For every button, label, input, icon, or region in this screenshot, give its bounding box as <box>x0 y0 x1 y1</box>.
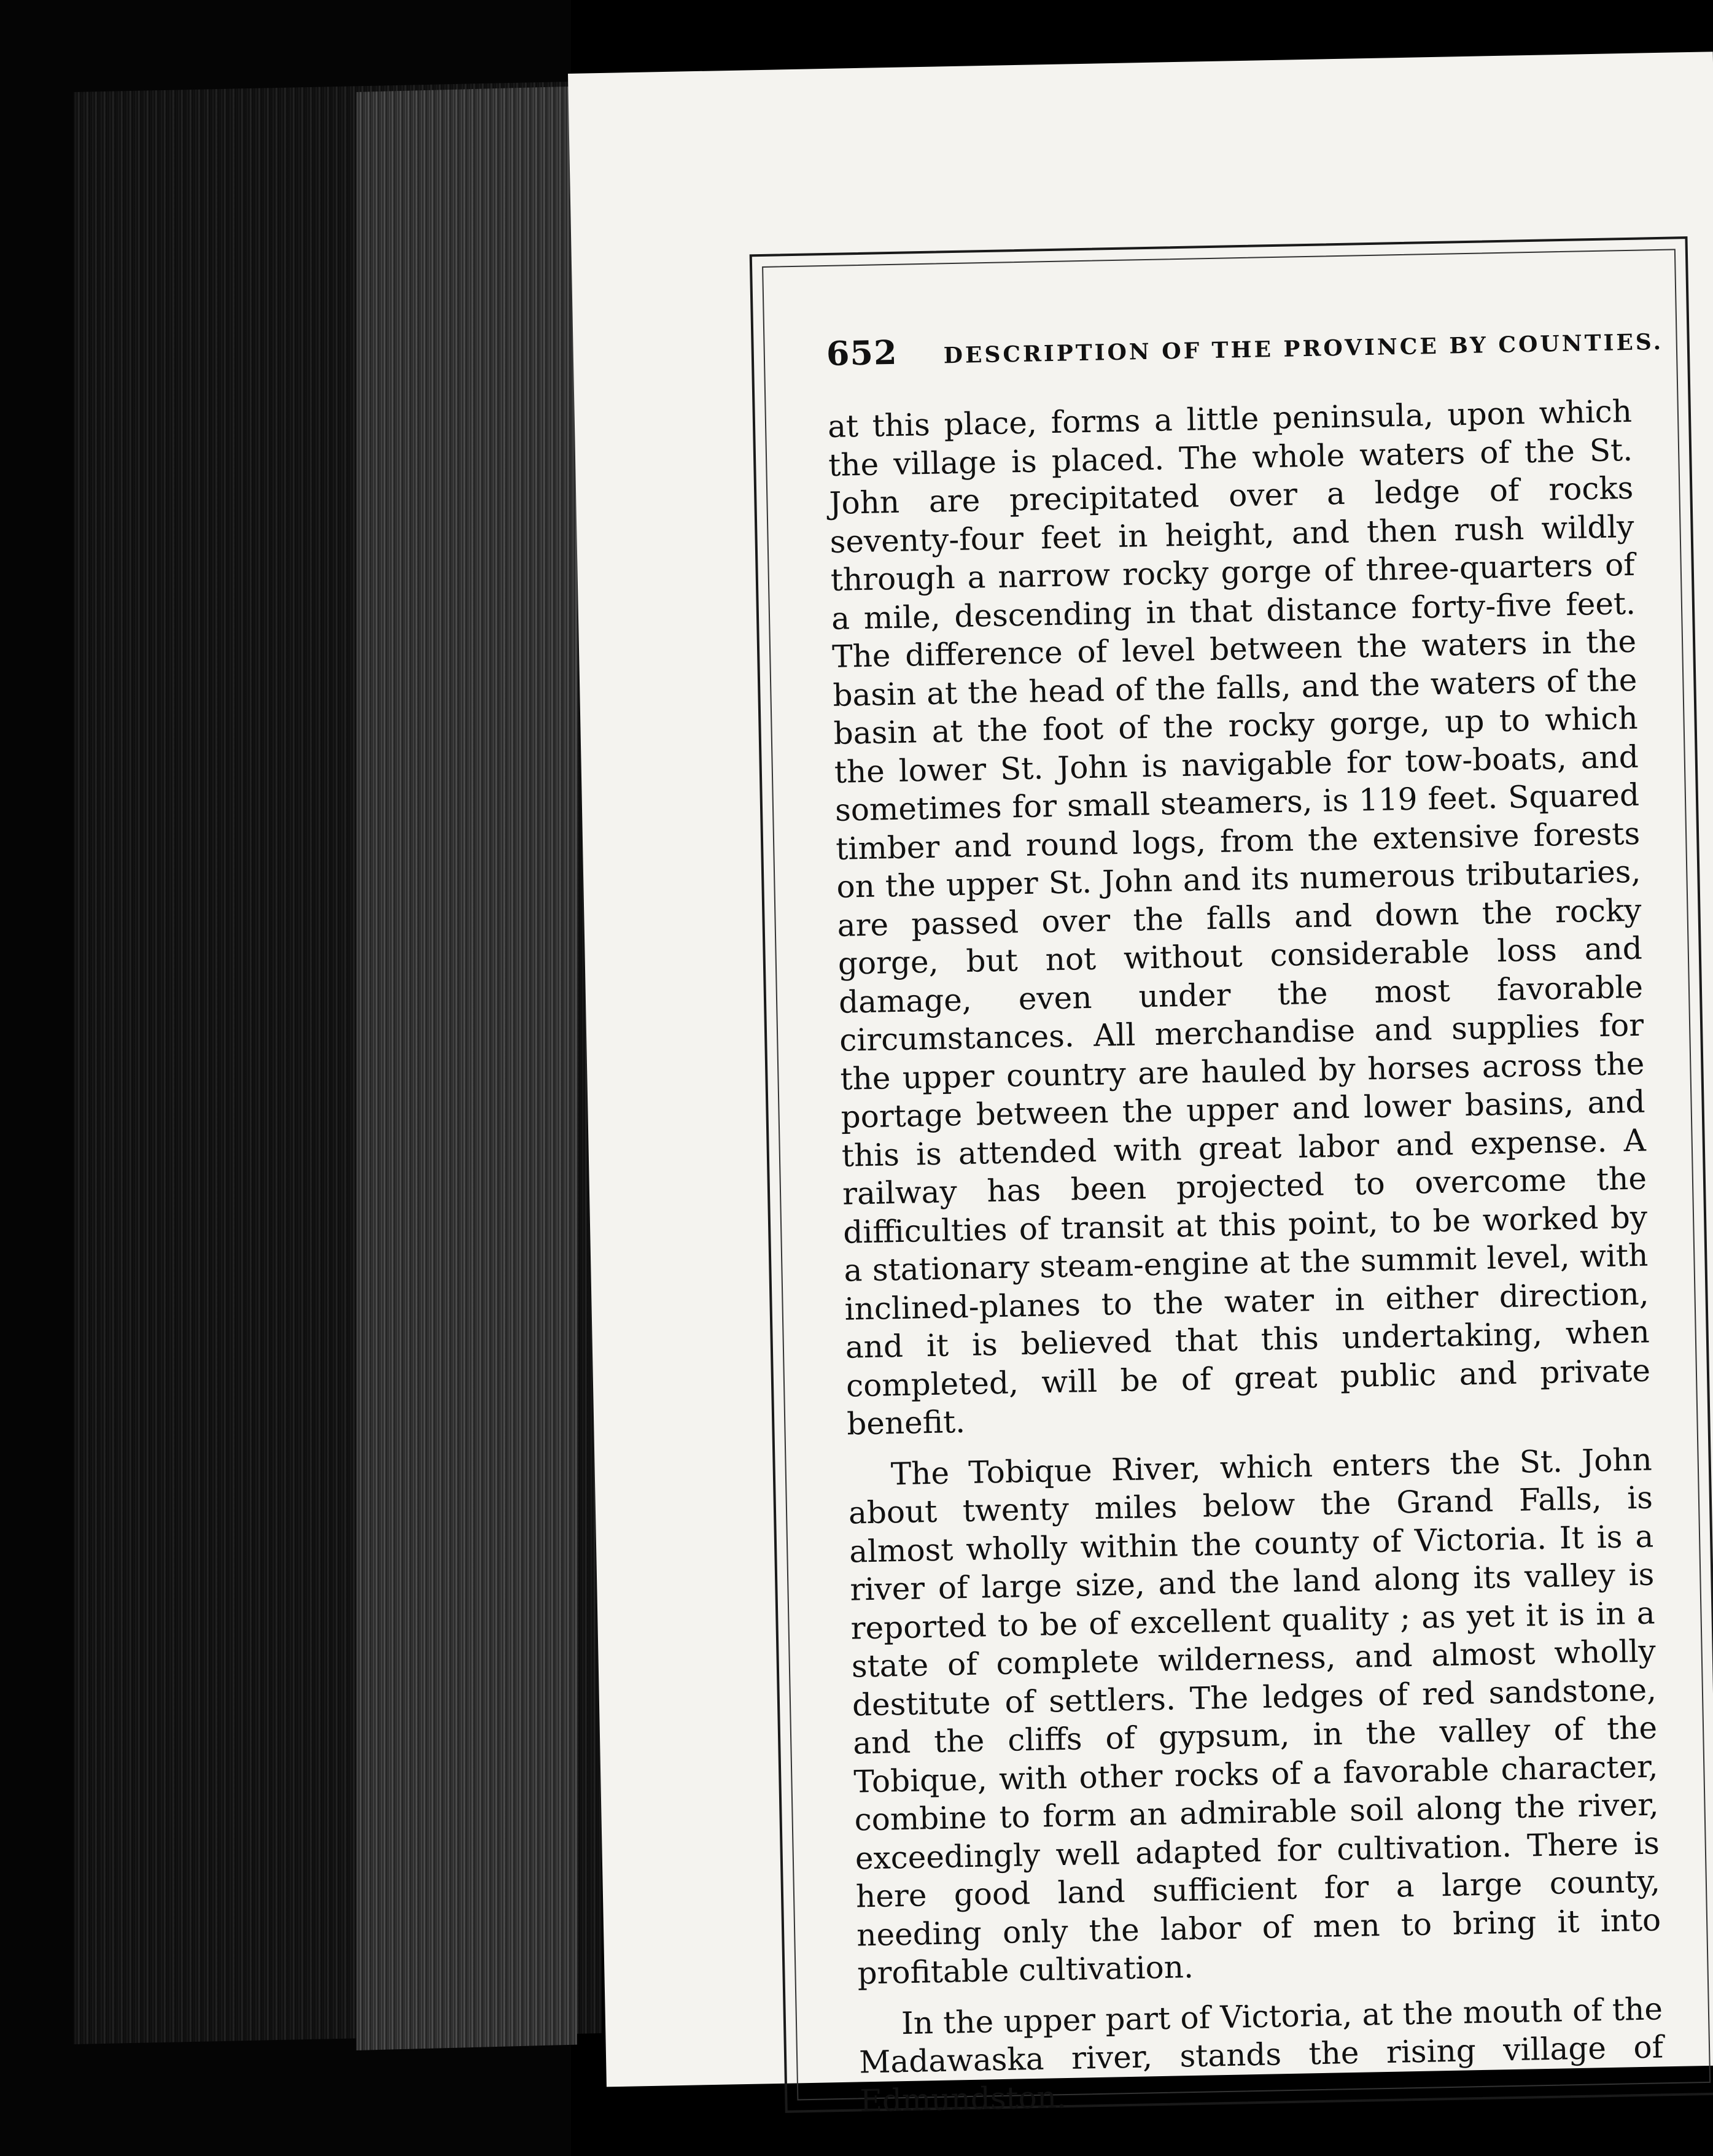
page-border-outer <box>750 236 1713 2119</box>
page-edge-highlight <box>356 87 577 2050</box>
book-page-edges <box>0 0 571 2156</box>
page-border-inner <box>762 249 1711 2119</box>
paragraph: In the upper part of Victoria, at the mouth of the Madawaska river, stands the rising village of Edmundston. <box>858 1990 1664 2119</box>
page-header <box>826 319 1664 373</box>
running-head: DESCRIPTION OF THE PROVINCE BY COUNTIES. <box>943 328 1664 369</box>
body-text <box>828 392 1664 2120</box>
page-number: 652 <box>826 332 898 373</box>
paragraph: at this place, forms a little peninsula, upon which the village is placed. The whole waters of the St. John are precipitated over a ledge of rocks seventy-four feet in height, and then rush wildly through a narrow rocky gorge of three-quarters of a mile, descending in that distance forty-five feet. The difference of level between the waters in the basin at the head of the falls, and the waters of the basin at the foot of the rocky gorge, up to which the lower St. John is navigable for tow-boats, and sometimes for small steamers, is 119 feet. Squared timber and round logs, from the extensive forests on the upper St. John and its numerous tributaries, are passed over the falls and down the rocky gorge, but not without considerable loss and damage, even under the most favorable circumstances. All merchandise and supplies for the upper country are hauled by horses across the portage between the upper and lower basins, and this is attended with great labor and expense. A railway has been projected to overcome the difficulties of transit at this point, to be worked by a stationary steam-engine at the summit level, with inclined-planes to the water in either direction, and it is believed that this undertaking, when completed, will be of great public and private benefit. <box>827 393 1651 1442</box>
paragraph: The Tobique River, which enters the St. John about twenty miles below the Grand Falls, is almost wholly within the county of Victoria. It is a river of large size, and the land along its valley is reported to be of excellent quality ; as yet it is in a state of complete wilderness, and almost wholly destitute of settlers. The ledges of red sandstone, and the cliffs of gypsum, in the valley of the Tobique, with other rocks of a favorable character, combine to form an admirable soil along the river, exceedingly well adapted for cultivation. There is here good land sufficient for a large county, needing only the labor of men to bring it into profitable cultivation. <box>848 1441 1661 1991</box>
book-page <box>568 52 1713 2119</box>
